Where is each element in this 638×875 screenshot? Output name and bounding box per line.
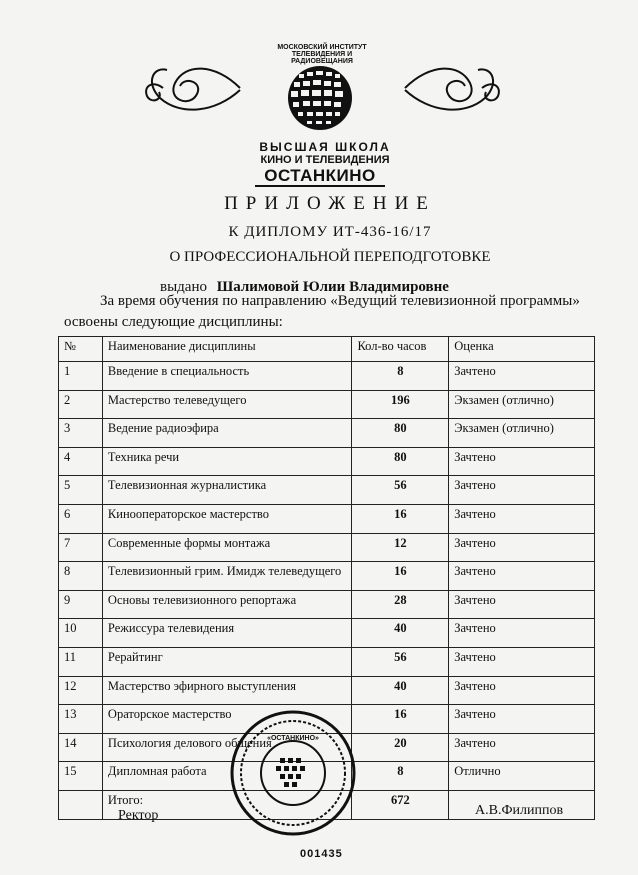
- hours-value: 12: [352, 533, 449, 562]
- table-header-row: [59, 337, 595, 362]
- discipline-name: Техника речи: [102, 447, 352, 476]
- discipline-name: Ораторское мастерство: [102, 705, 352, 734]
- row-number: 1: [59, 362, 103, 391]
- institute-arc-text: МОСКОВСКИЙ ИНСТИТУТ ТЕЛЕВИДЕНИЯ И РАДИОВЕЩАНИЯ: [277, 44, 367, 65]
- left-ornament: [135, 58, 245, 118]
- hours-value: 56: [352, 647, 449, 676]
- hours-value: 80: [352, 447, 449, 476]
- row-number: 7: [59, 533, 103, 562]
- seal-stamp: [228, 708, 358, 838]
- issued-label: выдано: [160, 279, 207, 295]
- row-number: 12: [59, 676, 103, 705]
- table-row: [59, 419, 595, 448]
- row-number: 13: [59, 705, 103, 734]
- grade-value: Зачтено: [449, 647, 595, 676]
- hours-value: 28: [352, 590, 449, 619]
- discipline-name: Психология делового общения: [102, 733, 352, 762]
- brand-name: ОСТАНКИНО: [255, 167, 385, 187]
- hours-value: 16: [352, 562, 449, 591]
- discipline-name: Рерайтинг: [102, 647, 352, 676]
- row-number: 3: [59, 419, 103, 448]
- total-hours: 672: [352, 790, 449, 819]
- hours-value: 8: [352, 362, 449, 391]
- grade-value: Зачтено: [449, 504, 595, 533]
- stamp-text: «ОСТАНКИНО»: [267, 735, 319, 742]
- table-row: [59, 504, 595, 533]
- hours-value: 80: [352, 419, 449, 448]
- table-row: [59, 647, 595, 676]
- hours-value: 40: [352, 619, 449, 648]
- grade-value: Зачтено: [449, 590, 595, 619]
- total-label: Итого:: [102, 790, 352, 819]
- grade-value: Зачтено: [449, 447, 595, 476]
- school-name-line1: ВЫСШАЯ ШКОЛА: [259, 140, 391, 154]
- discipline-name: Режиссура телевидения: [102, 619, 352, 648]
- discipline-name: Основы телевизионного репортажа: [102, 590, 352, 619]
- grade-value: Зачтено: [449, 476, 595, 505]
- grade-value: Зачтено: [449, 705, 595, 734]
- discipline-name: Мастерство эфирного выступления: [102, 676, 352, 705]
- discipline-name: Мастерство телеведущего: [102, 390, 352, 419]
- discipline-name: Кинооператорское мастерство: [102, 504, 352, 533]
- intro-line-2: освоены следующие дисциплины:: [64, 314, 283, 330]
- table-row: [59, 390, 595, 419]
- table-row: [59, 476, 595, 505]
- grade-value: Зачтено: [449, 362, 595, 391]
- discipline-name: Введение в специальность: [102, 362, 352, 391]
- table-row: [59, 590, 595, 619]
- intro-line-1: За время обучения по направлению «Ведущий телевизионной программы»: [100, 293, 580, 309]
- grade-value: Зачтено: [449, 619, 595, 648]
- discipline-name: Телевизионный грим. Имидж телеведущего: [102, 562, 352, 591]
- globe-logo-icon: [285, 60, 355, 135]
- header-hours: Кол-во часов: [352, 337, 449, 362]
- row-number: 11: [59, 647, 103, 676]
- header-discipline: Наименование дисциплины: [102, 337, 352, 362]
- discipline-name: Современные формы монтажа: [102, 533, 352, 562]
- grade-value: Зачтено: [449, 676, 595, 705]
- table-row: [59, 676, 595, 705]
- hours-value: 16: [352, 705, 449, 734]
- rector-label: Ректор: [118, 808, 159, 823]
- grade-value: Экзамен (отлично): [449, 419, 595, 448]
- recipient-name: Шалимовой Юлии Владимировне: [216, 279, 449, 295]
- hours-value: 40: [352, 676, 449, 705]
- table-row: [59, 362, 595, 391]
- document-title: ПРИЛОЖЕНИЕ: [224, 193, 436, 214]
- program-type: О ПРОФЕССИОНАЛЬНОЙ ПЕРЕПОДГОТОВКЕ: [169, 249, 491, 265]
- discipline-name: Дипломная работа: [102, 762, 352, 791]
- row-number: 10: [59, 619, 103, 648]
- serial-number: 001435: [300, 848, 343, 860]
- hours-value: 20: [352, 733, 449, 762]
- grade-value: Зачтено: [449, 533, 595, 562]
- table-row: [59, 447, 595, 476]
- table-row: [59, 533, 595, 562]
- signer-name: А.В.Филиппов: [475, 803, 564, 818]
- discipline-name: Ведение радиоэфира: [102, 419, 352, 448]
- row-number: 14: [59, 733, 103, 762]
- grade-value: Зачтено: [449, 562, 595, 591]
- row-number: 5: [59, 476, 103, 505]
- row-number: 9: [59, 590, 103, 619]
- table-row: [59, 562, 595, 591]
- grade-value: Отлично: [449, 762, 595, 791]
- row-number: 4: [59, 447, 103, 476]
- school-name-line2: КИНО И ТЕЛЕВИДЕНИЯ: [260, 154, 390, 166]
- row-number: 8: [59, 562, 103, 591]
- hours-value: 196: [352, 390, 449, 419]
- table-row: [59, 619, 595, 648]
- diploma-number: К ДИПЛОМУ ИТ-436-16/17: [228, 224, 432, 240]
- hours-value: 16: [352, 504, 449, 533]
- grade-value: Экзамен (отлично): [449, 390, 595, 419]
- hours-value: 56: [352, 476, 449, 505]
- header-number: №: [59, 337, 103, 362]
- hours-value: 8: [352, 762, 449, 791]
- row-number: 15: [59, 762, 103, 791]
- row-number: 6: [59, 504, 103, 533]
- row-number: 2: [59, 390, 103, 419]
- header-grade: Оценка: [449, 337, 595, 362]
- right-ornament: [400, 58, 510, 118]
- grade-value: Зачтено: [449, 733, 595, 762]
- discipline-name: Телевизионная журналистика: [102, 476, 352, 505]
